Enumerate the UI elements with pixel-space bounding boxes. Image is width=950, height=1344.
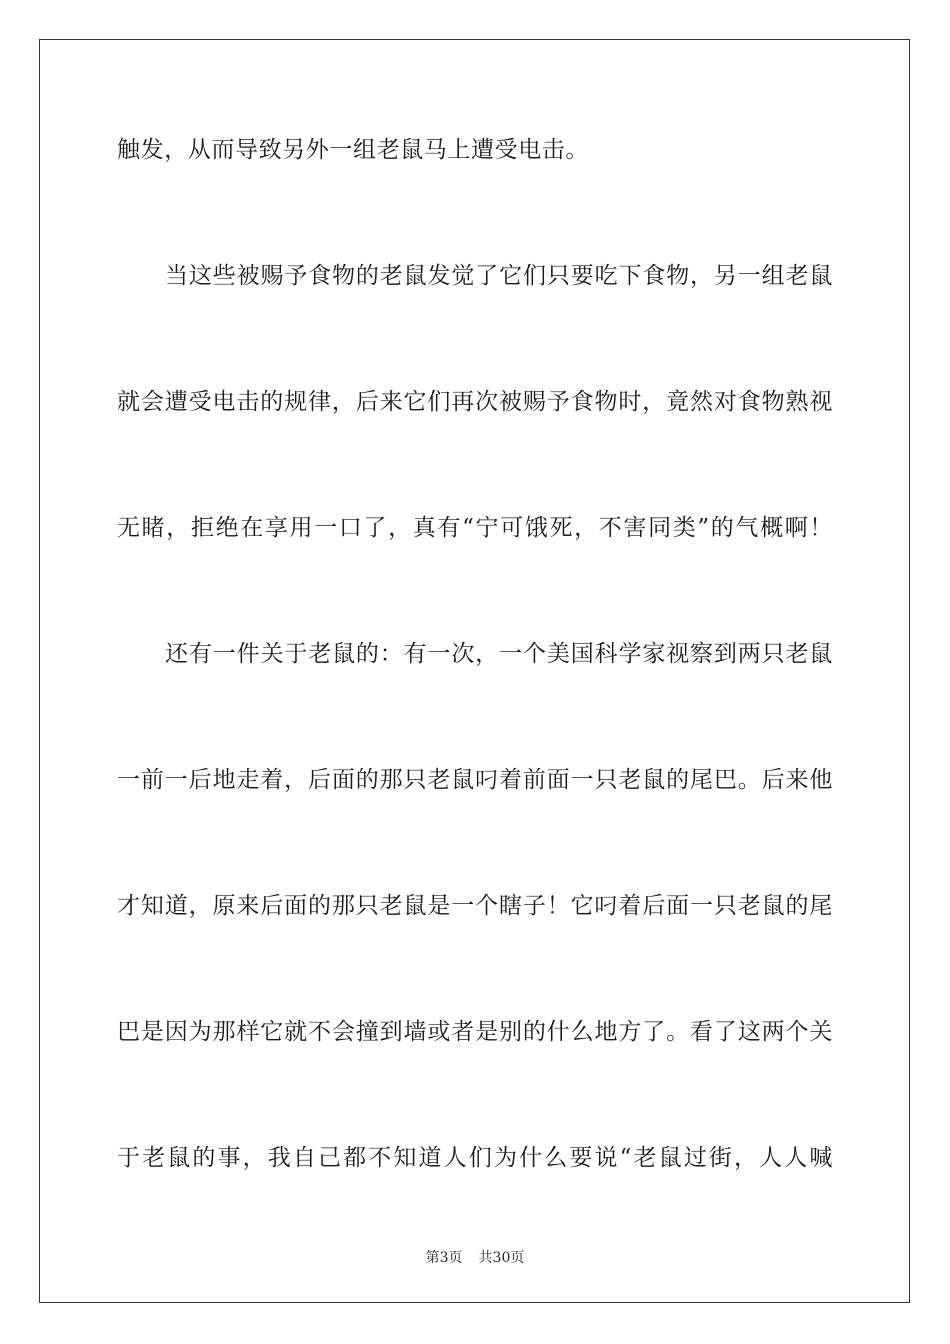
page-footer (0, 1247, 950, 1267)
text-line: 巴是因为那样它就不会撞到墙或者是别的什么地方了。看了这两个关 (117, 1019, 833, 1045)
text-line: 当这些被赐予食物的老鼠发觉了它们只要吃下食物，另一组老鼠 (165, 263, 833, 289)
text-line: 才知道，原来后面的那只老鼠是一个瞎子！它叼着后面一只老鼠的尾 (117, 893, 833, 919)
text-line: 还有一件关于老鼠的：有一次，一个美国科学家视察到两只老鼠 (165, 641, 833, 667)
page-number: 第3页 (425, 1250, 463, 1266)
text-line: 就会遭受电击的规律，后来它们再次被赐予食物时，竟然对食物熟视 (117, 389, 833, 415)
text-line: 于老鼠的事，我自己都不知道人们为什么要说“老鼠过街，人人喊 (117, 1145, 833, 1171)
page-total: 共30页 (478, 1250, 525, 1266)
text-line: 触发，从而导致另外一组老鼠马上遭受电击。 (117, 137, 589, 163)
text-line: 一前一后地走着，后面的那只老鼠叼着前面一只老鼠的尾巴。后来他 (117, 767, 833, 793)
text-line: 无睹，拒绝在享用一口了，真有“宁可饿死，不害同类”的气概啊！ (117, 515, 833, 541)
document-body (117, 122, 833, 1256)
